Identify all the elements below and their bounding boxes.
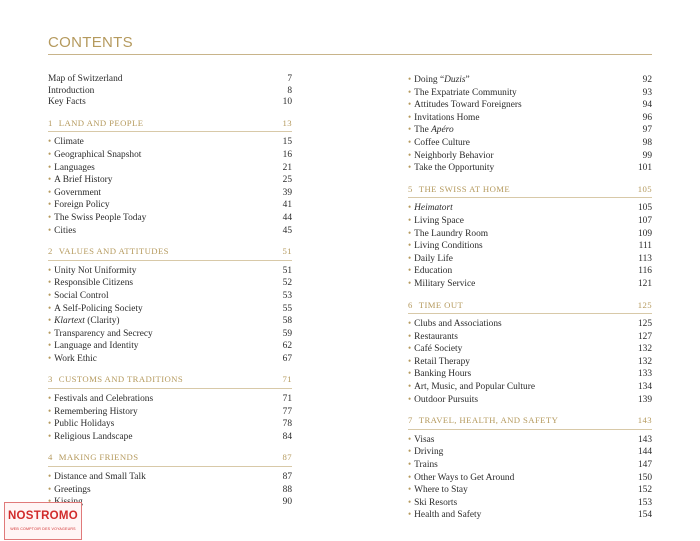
bullet-icon: • — [408, 484, 412, 495]
entry-page: 143 — [637, 434, 652, 445]
toc-entry[interactable] — [48, 328, 292, 341]
toc-entry[interactable] — [408, 472, 652, 485]
entry-label: Geographical Snapshot — [54, 149, 142, 160]
entry-page: 93 — [642, 87, 652, 98]
bullet-icon: • — [408, 446, 412, 457]
bullet-icon: • — [408, 318, 412, 329]
section-number: 1 — [48, 117, 53, 128]
entry-label: Heimatort — [414, 203, 453, 214]
bullet-icon: • — [408, 509, 412, 520]
bullet-icon: • — [408, 459, 412, 470]
bullet-icon: • — [48, 277, 52, 288]
toc-entry[interactable] — [48, 97, 292, 109]
entry-page: 71 — [282, 394, 292, 405]
bullet-icon: • — [48, 186, 52, 197]
entry-label: Education — [414, 266, 453, 277]
toc-entry[interactable] — [408, 202, 652, 215]
entry-label: Outdoor Pursuits — [414, 394, 478, 405]
bullet-icon: • — [408, 433, 412, 444]
entry-page: 52 — [282, 278, 292, 289]
toc-entry[interactable] — [48, 212, 292, 225]
bullet-icon: • — [48, 315, 52, 326]
toc-entry[interactable] — [408, 484, 652, 497]
bullet-icon: • — [48, 302, 52, 313]
entry-label: Take the Opportunity — [414, 163, 495, 174]
entry-label: Map of Switzerland — [48, 74, 123, 84]
entry-label: Work Ethic — [54, 353, 97, 364]
toc-entry[interactable] — [408, 150, 652, 163]
bullet-icon: • — [48, 405, 52, 416]
bullet-icon: • — [408, 381, 412, 392]
section-title: TRAVEL, HEALTH, AND SAFETY — [418, 415, 559, 426]
section-divider — [48, 131, 292, 132]
entry-page: 87 — [282, 472, 292, 483]
entry-page: 127 — [637, 331, 652, 342]
entry-page: 125 — [637, 319, 652, 330]
entry-label: Ski Resorts — [414, 497, 458, 508]
bullet-icon: • — [48, 340, 52, 351]
toc-entry[interactable] — [48, 303, 292, 316]
entry-label: Art, Music, and Popular Culture — [414, 382, 535, 393]
entry-page: 7 — [287, 74, 292, 84]
toc-entry[interactable] — [408, 112, 652, 125]
entry-label: Banking Hours — [414, 369, 472, 380]
section-title: LAND AND PEOPLE — [58, 117, 144, 128]
entry-page: 113 — [638, 253, 652, 264]
entry-page: 59 — [282, 328, 292, 339]
entry-label: Retail Therapy — [414, 356, 470, 367]
toc-entry[interactable] — [48, 265, 292, 278]
entry-label: The Expatriate Community — [414, 87, 517, 98]
toc-entry[interactable] — [408, 497, 652, 510]
entry-page: 101 — [637, 163, 652, 174]
bullet-icon: • — [48, 418, 52, 429]
bullet-icon: • — [48, 327, 52, 338]
section-number: 4 — [48, 452, 53, 463]
entry-label: Invitations Home — [414, 112, 480, 123]
toc-left-column — [48, 74, 292, 509]
bullet-icon: • — [408, 202, 412, 213]
bullet-icon: • — [408, 496, 412, 507]
toc-entry[interactable] — [408, 509, 652, 522]
entry-page: 53 — [282, 290, 292, 301]
bullet-icon: • — [408, 355, 412, 366]
toc-entry[interactable] — [408, 368, 652, 381]
entry-page: 78 — [282, 419, 292, 430]
entry-page: 98 — [642, 137, 652, 148]
entry-label: Government — [54, 187, 102, 198]
entry-label: Introduction — [48, 85, 95, 96]
entry-page: 10 — [282, 97, 292, 108]
section-title: MAKING FRIENDS — [58, 452, 139, 463]
entry-page: 121 — [637, 278, 652, 289]
entry-page: 92 — [642, 75, 652, 85]
entry-label: Festivals and Celebrations — [54, 394, 154, 405]
bullet-icon: • — [408, 393, 412, 404]
toc-entry[interactable] — [48, 418, 292, 431]
toc-entry[interactable] — [48, 496, 292, 509]
section-page: 71 — [282, 374, 292, 385]
entry-page: 116 — [638, 266, 652, 277]
entry-label: Visas — [414, 434, 435, 445]
entry-label: Military Service — [414, 278, 476, 289]
toc-entry[interactable] — [408, 394, 652, 407]
bullet-icon: • — [48, 393, 52, 404]
toc-entry[interactable] — [48, 471, 292, 484]
entry-label: Doing “Duzis” — [414, 75, 470, 85]
section-heading[interactable] — [48, 452, 292, 464]
toc-entry[interactable] — [408, 381, 652, 394]
entry-page: 84 — [282, 431, 292, 442]
section-number: 7 — [408, 415, 413, 426]
bullet-icon: • — [408, 343, 412, 354]
bullet-icon: • — [48, 289, 52, 300]
toc-entry[interactable] — [408, 162, 652, 175]
toc-entry[interactable] — [48, 277, 292, 290]
entry-label: The Laundry Room — [414, 228, 489, 239]
bullet-icon: • — [48, 264, 52, 275]
title-divider — [48, 54, 652, 55]
entry-label: Language and Identity — [54, 341, 139, 352]
toc-entry[interactable] — [408, 265, 652, 278]
entry-label: Transparency and Secrecy — [54, 328, 153, 339]
section-title: TIME OUT — [418, 299, 464, 310]
section-page: 125 — [637, 299, 652, 310]
section-title: VALUES AND ATTITUDES — [58, 246, 169, 257]
bullet-icon: • — [408, 111, 412, 122]
bullet-icon: • — [408, 124, 412, 135]
bullet-icon: • — [408, 471, 412, 482]
entry-label: A Brief History — [54, 175, 113, 186]
entry-page: 132 — [637, 356, 652, 367]
entry-label: Attitudes Toward Foreigners — [414, 100, 522, 111]
entry-label: Remembering History — [54, 406, 138, 417]
section-page: 143 — [637, 415, 652, 426]
section-page: 105 — [637, 183, 652, 194]
entry-label: Trains — [414, 460, 438, 471]
section-title: CUSTOMS AND TRADITIONS — [58, 374, 184, 385]
toc-entry[interactable] — [408, 87, 652, 100]
entry-page: 152 — [637, 485, 652, 496]
entry-label: Driving — [414, 447, 444, 458]
toc-entry[interactable] — [48, 315, 292, 328]
entry-label: Cities — [54, 225, 77, 236]
entry-page: 147 — [637, 460, 652, 471]
bullet-icon: • — [408, 162, 412, 173]
toc-entry[interactable] — [408, 74, 652, 87]
entry-label: The Apéro — [414, 125, 454, 136]
entry-page: 99 — [642, 150, 652, 161]
entry-label: Klartext (Clarity) — [54, 316, 120, 327]
bullet-icon: • — [408, 74, 412, 84]
entry-label: Café Society — [414, 344, 463, 355]
section-heading[interactable] — [48, 246, 292, 258]
watermark-name: NOSTROMO — [7, 510, 79, 522]
bullet-icon: • — [48, 224, 52, 235]
bullet-icon: • — [408, 368, 412, 379]
entry-page: 16 — [282, 149, 292, 160]
toc-entry[interactable] — [48, 86, 292, 98]
section-number: 2 — [48, 246, 53, 257]
entry-label: Health and Safety — [414, 510, 482, 521]
toc-entry[interactable] — [408, 459, 652, 472]
toc-entry[interactable] — [48, 225, 292, 238]
toc-entry[interactable] — [48, 199, 292, 212]
section-divider — [408, 197, 652, 198]
toc-entry[interactable] — [408, 343, 652, 356]
bullet-icon: • — [48, 161, 52, 172]
section-page: 13 — [282, 117, 292, 128]
toc-entry[interactable] — [408, 278, 652, 291]
entry-page: 90 — [282, 497, 292, 508]
toc-entry[interactable] — [48, 484, 292, 497]
entry-label: Climate — [54, 137, 84, 148]
entry-page: 153 — [637, 497, 652, 508]
bullet-icon: • — [48, 174, 52, 185]
toc-right-column — [408, 74, 652, 522]
entry-label: Languages — [54, 162, 95, 173]
entry-page: 51 — [282, 265, 292, 276]
entry-page: 88 — [282, 484, 292, 495]
entry-page: 39 — [282, 187, 292, 198]
entry-label: Where to Stay — [414, 485, 468, 496]
entry-page: 132 — [637, 344, 652, 355]
bullet-icon: • — [48, 352, 52, 363]
toc-entry[interactable] — [408, 356, 652, 369]
entry-label: The Swiss People Today — [54, 212, 147, 223]
bullet-icon: • — [48, 430, 52, 441]
toc-entry[interactable] — [408, 215, 652, 228]
toc-entry[interactable] — [408, 434, 652, 447]
entry-page: 21 — [282, 162, 292, 173]
entry-page: 58 — [282, 316, 292, 327]
section-number: 3 — [48, 374, 53, 385]
entry-label: Living Space — [414, 215, 464, 226]
section-number: 6 — [408, 299, 413, 310]
bullet-icon: • — [48, 136, 52, 147]
toc-entry[interactable] — [408, 240, 652, 253]
section-heading[interactable] — [408, 415, 652, 427]
entry-page: 55 — [282, 303, 292, 314]
entry-label: Other Ways to Get Around — [414, 472, 515, 483]
entry-page: 67 — [282, 353, 292, 364]
entry-page: 8 — [287, 85, 292, 96]
bullet-icon: • — [408, 240, 412, 251]
toc-entry[interactable] — [48, 393, 292, 406]
bullet-icon: • — [408, 252, 412, 263]
bullet-icon: • — [48, 199, 52, 210]
bullet-icon: • — [408, 214, 412, 225]
entry-page: 150 — [637, 472, 652, 483]
entry-label: Social Control — [54, 290, 109, 301]
section-divider — [48, 466, 292, 467]
entry-label: Greetings — [54, 484, 91, 495]
bullet-icon: • — [48, 148, 52, 159]
entry-page: 77 — [282, 406, 292, 417]
toc-entry[interactable] — [408, 99, 652, 112]
section-divider — [48, 260, 292, 261]
toc-entry[interactable] — [48, 353, 292, 366]
entry-page: 25 — [282, 175, 292, 186]
toc-entry[interactable] — [408, 318, 652, 331]
entry-page: 154 — [637, 510, 652, 521]
entry-page: 105 — [637, 203, 652, 214]
entry-page: 139 — [637, 394, 652, 405]
entry-page: 109 — [637, 228, 652, 239]
section-number: 5 — [408, 183, 413, 194]
entry-label: Religious Landscape — [54, 431, 133, 442]
entry-label: Unity Not Uniformity — [54, 265, 137, 276]
entry-page: 111 — [638, 241, 652, 252]
toc-entry[interactable] — [408, 124, 652, 137]
section-heading[interactable] — [48, 374, 292, 386]
section-title: THE SWISS AT HOME — [418, 183, 511, 194]
entry-page: 133 — [637, 369, 652, 380]
toc-entry[interactable] — [48, 162, 292, 175]
entry-page: 96 — [642, 112, 652, 123]
entry-label: Clubs and Associations — [414, 319, 502, 330]
bullet-icon: • — [48, 471, 52, 482]
toc-entry[interactable] — [408, 331, 652, 344]
entry-page: 62 — [282, 341, 292, 352]
bullet-icon: • — [48, 483, 52, 494]
toc-entry[interactable] — [408, 137, 652, 150]
entry-label: Coffee Culture — [414, 137, 470, 148]
entry-label: Daily Life — [414, 253, 453, 264]
entry-page: 15 — [282, 137, 292, 148]
page-title: CONTENTS — [48, 34, 133, 51]
entry-page: 97 — [642, 125, 652, 136]
section-heading[interactable] — [408, 184, 652, 196]
entry-label: Restaurants — [414, 331, 458, 342]
bullet-icon: • — [408, 99, 412, 110]
toc-entry[interactable] — [48, 431, 292, 444]
entry-page: 44 — [282, 212, 292, 223]
entry-page: 134 — [637, 382, 652, 393]
toc-entry[interactable] — [48, 406, 292, 419]
section-heading[interactable] — [48, 118, 292, 130]
entry-page: 107 — [637, 215, 652, 226]
entry-label: Key Facts — [48, 97, 86, 108]
toc-entry[interactable] — [48, 136, 292, 149]
section-divider — [408, 313, 652, 314]
toc-entry[interactable] — [48, 74, 292, 86]
watermark-tagline: WEB COMPTOIR DES VOYAGEURS — [10, 527, 76, 531]
section-divider — [408, 429, 652, 430]
toc-entry[interactable] — [48, 340, 292, 353]
entry-page: 41 — [282, 200, 292, 211]
entry-page: 144 — [637, 447, 652, 458]
entry-label: Distance and Small Talk — [54, 472, 146, 483]
bullet-icon: • — [408, 265, 412, 276]
bullet-icon: • — [408, 149, 412, 160]
toc-entry[interactable] — [408, 228, 652, 241]
bullet-icon: • — [408, 277, 412, 288]
toc-entry[interactable] — [408, 253, 652, 266]
entry-page: 45 — [282, 225, 292, 236]
bullet-icon: • — [48, 211, 52, 222]
bullet-icon: • — [408, 136, 412, 147]
section-page: 51 — [282, 246, 292, 257]
entry-label: Living Conditions — [414, 241, 483, 252]
toc-entry[interactable] — [48, 290, 292, 303]
watermark-logo — [4, 502, 82, 540]
entry-page: 94 — [642, 100, 652, 111]
bullet-icon: • — [408, 330, 412, 341]
toc-entry[interactable] — [48, 174, 292, 187]
section-divider — [48, 388, 292, 389]
entry-label: Foreign Policy — [54, 200, 110, 211]
entry-label: Public Holidays — [54, 419, 115, 430]
section-page: 87 — [282, 452, 292, 463]
toc-entry[interactable] — [408, 446, 652, 459]
entry-label: Neighborly Behavior — [414, 150, 494, 161]
entry-label: A Self-Policing Society — [54, 303, 143, 314]
section-heading[interactable] — [408, 300, 652, 312]
toc-entry[interactable] — [48, 149, 292, 162]
bullet-icon: • — [408, 86, 412, 97]
bullet-icon: • — [408, 227, 412, 238]
entry-label: Responsible Citizens — [54, 278, 134, 289]
toc-entry[interactable] — [48, 187, 292, 200]
